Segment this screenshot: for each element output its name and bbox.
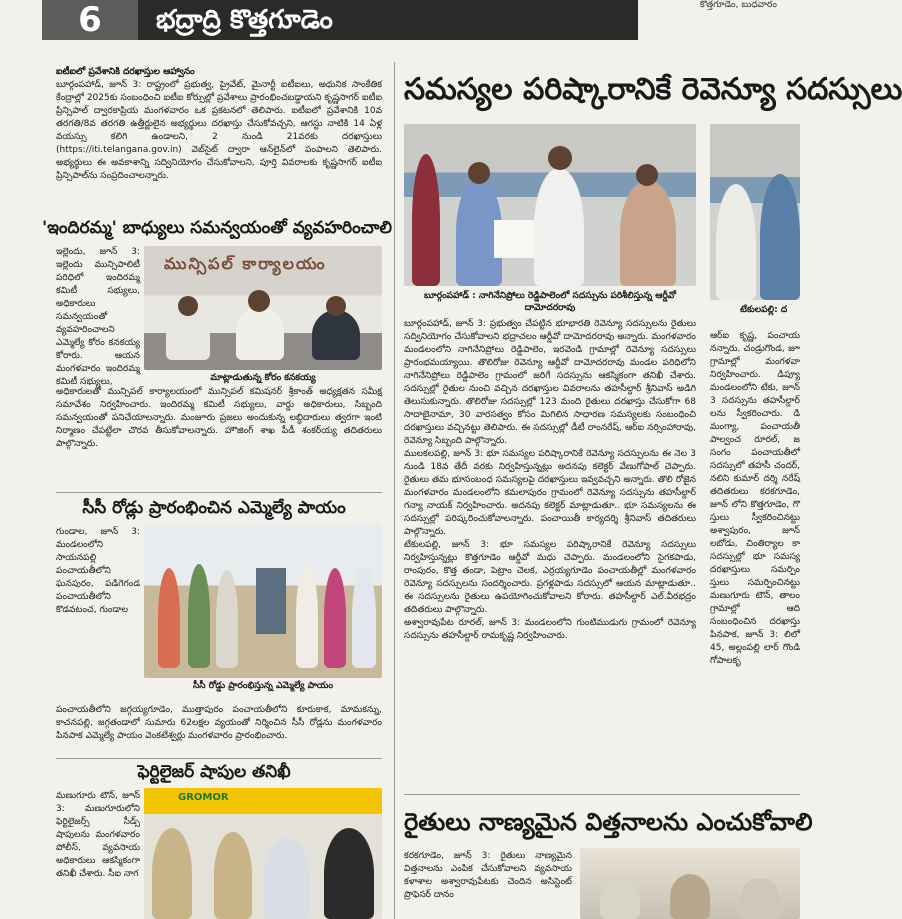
page-number: 6 — [42, 0, 138, 40]
page-title: భద్రాద్రి కొత్తగూడెం — [138, 0, 638, 40]
seeds-headline: రైతులు నాణ్యమైన విత్తనాలను ఎంచుకోవాలి — [404, 808, 813, 836]
cc-roads-intro: గుండాల, జూన్‌ 3: మండలంలోని సాయనపల్లి పంచాయతీలోని ఘనపురం, పడిగెగండ పంచాయతీలోని కొడవటంచ, గుండాల — [56, 527, 140, 615]
iti-heading: ఐటీఐలో ప్రవేశానికి దరఖాస్తుల ఆహ్వానం — [56, 67, 195, 77]
masthead — [0, 0, 800, 40]
revenue-photo-main — [404, 124, 696, 286]
cc-roads-headline: సీసీ రోడ్లు ప్రారంభించిన ఎమ్మెల్యే పాయం — [82, 498, 346, 518]
indiramma-intro: ఇల్లెందు, జూన్‌ 3: ఇల్లెందు మున్సిపాలిటీ పరిధిలో ఇందిరమ్మ కమిటీ సభ్యులు, అధికారులు సమన్వయంతో వ్యవహరించాలని ఎమ్మెల్యే కోరం కనకయ్య కోరారు. ఆయన మంగళవారం ఇందిరమ్మ కమిటీ సభ్యులు, — [56, 247, 140, 387]
iti-body: బూర్గంపహాడ్‌, జూన్‌ 3: రాష్ట్రంలో ప్రభుత్వ, ప్రైవేట్‌, మైనార్టీ ఐటీఐలు, అధునిక సాంకేతిక కేంద్రాల్లో 2025కు సంబంధించి ఐటీఐ కోర్సుల్లో ప్రవేశాలు ప్రారంభించబడ్డాయని కృష్ణసాగర్‌ ఐటీఐ ప్రిన్సిపాల్‌ ద్వారకాప్రియ మంగళవారం ఒక ప్రకటనలో తెలిపారు. ఐటీఐలో ప్రవేశానికి 10వ తరగతి/8వ తరగతి ఉత్తీర్ణులైన అభ్యర్థులు దరఖాస్తు చేసుకోవచ్చని, ఆగస్టు నాటికి 14 ఏళ్ల వయస్సు కలిగి ఉండాలని, 2 నుండి 21వరకు దరఖాస్తులు (https://iti.telangana.gov.in) వెబ్‌సైట్‌ ద్వారా ఆన్‌లైన్‌లో పంపాలని తెలిపారు. అభ్యర్థులు ఈ అవకాశాన్ని సద్వినియోగం చేసుకోవాలని, పూర్తి వివరాలకు కృష్ణసాగర్‌ ఐటీఐ ప్రిన్సిపాల్‌ను సంప్రదించాలన్నారు. — [56, 80, 382, 181]
fertilizer-photo — [144, 788, 382, 919]
revenue-caption-main: బూర్గంపహాడ్‌ : నాగినేనిప్రోలు రెడ్డిపాలెంలో సదస్సును పరిశీలిస్తున్న ఆర్డీవో దామోదరరావు — [424, 291, 676, 313]
seeds-body: కరకగూడెం, జూన్‌ 3: రైతులు నాణ్యమైన విత్తనాలను ఎంపిక చేసుకోవాలని వ్యవసాయ కళాశాల అశ్వారావుపేటకు చెందిన అసిస్టెంట్‌ ప్రొఫెసర్‌ దానం — [404, 851, 572, 900]
shop-sign: GROMOR — [178, 792, 229, 803]
revenue-para-4: అశ్వారావుపేట రూరల్‌, జూన్‌ 3: మండలంలోని గుంటిముడుగు గ్రామంలో రెవెన్యూ సదస్సును తహసీల్దార్‌ రామకృష్ణ నిర్వహించారు. — [404, 618, 696, 641]
revenue-para-1: బూర్గంపహాడ్‌, జూన్‌ 3: ప్రభుత్వం చేపట్టిన భూభారతి రెవెన్యూ సదస్సులను రైతులు సద్వినియోగం చేసుకోవాలని భద్రాచలం ఆర్డీవో దామోదరరావు అన్నారు. మంగళవారం మండలంలోని నాగినేనిప్రోలు రెడ్డిపాలెం, ఇరవెండి గ్రామాల్లో రెవెన్యూ సదస్సులు ప్రారంభమయ్యాయి. తొలిరోజు రెవెన్యూ ఆర్డీవో దామోదరరావు మండల పరిధిలోని నాగినేనిప్రోలు రెడ్డిపాలెం గ్రామంలో జరిగే సదస్సును ఆకస్మికంగా తనిఖీ చేశారు. సదస్సుల్లో రైతుల నుంచి వచ్చిన దరఖాస్తుల వివరాలను తహసీల్దార్‌ శ్రీనివాస్‌ అడిగి తెలుసుకున్నారు. తొలిరోజు సదస్సుల్లో 123 మంది రైతులు దరఖాస్తు చేసుకోగా 68 సాదాబైనామా, 30 వారసత్వం కోసం మిగిలిన సాధారణ సమస్యలకు సంబంధించి దరఖాస్తులు వచ్చినట్టు తెలిపారు. ఈ సదస్సుల్లో డీటీ రాంనరేష్‌, ఆర్‌ఐ నర్సింహారావు, రెవెన్యూ సిబ్బంది పాల్గొన్నారు. — [404, 319, 696, 446]
revenue-photo-side — [710, 124, 800, 300]
cc-roads-photo — [144, 524, 382, 678]
revenue-caption-side: టేకులపల్లి: ద — [740, 305, 788, 315]
page-date: కొత్తగూడెం, బుధవారం — [700, 0, 777, 10]
cc-roads-caption: సీసీ రోడ్డు ప్రారంభిస్తున్న ఎమ్మెల్యే పాయం — [192, 681, 334, 691]
iti-article — [56, 66, 382, 183]
fertilizer-body: మణుగూరు టౌన్‌, జూన్‌ 3: మణుగూరులోని ఫెర్టిలైజర్స్‌ సీడ్స్‌ షాపులను మంగళవారం పోలీస్‌, వ్యవసాయ అధికారులు ఆకస్మికంగా తనిఖీ చేశారు. సీఐ నాగ — [56, 791, 140, 879]
cc-roads-body: పంచాయతీలోని జగ్గయ్యగూడెం, ముత్తాపురం పంచాయతీలోని కూరుకాక, మామకన్ను, కాచనపల్లి, జగ్గతండాలో సుమారు 62లక్షల వ్యయంతో నిర్మించిన సీసీ రోడ్లను మంగళవారం పినపాక ఎమ్మెల్యే పాయం వెంకటేశ్వర్లు మంగళవారం ప్రారంభించారు. — [56, 705, 382, 741]
indiramma-headline: 'ఇందిరమ్మ' బాధ్యులు సమన్వయంతో వ్యవహరించాలి — [42, 218, 392, 238]
office-sign: మున్సిపల్‌ కార్యాలయం — [164, 254, 327, 273]
revenue-para-3: టేకులపల్లి, జూన్‌ 3: భూ సమస్యల పరిష్కారానికే రెవెన్యూ సదస్సులు నిర్వహిస్తున్నట్లు కొత్తగూడెం ఆర్డీవో మధు చెప్పారు. మండలంలోని సైగకపాడు, రాంపురం, కొత్త తండా, పెట్రాం చెలక, ఎర్రయ్యగూడెం పంచాయతీల్లో మంగళవారం రెవెన్యూ సదస్సులను సందర్శించారు. ప్రగళ్లపాడు సదస్సులో ఆయన మాట్లాడుతూ.. ఈ సదస్సులను రైతులు ఉపయోగించుకోవాలని కోరారు. తహసీల్దార్‌ ఎల్‌.వీరభద్రం తదితరులు పాల్గొన్నారు. — [404, 540, 696, 615]
revenue-para-2: ములకలపల్లి, జూన్‌ 3: భూ సమస్యల పరిష్కారానికే రెవెన్యూ సదస్సులను ఈ నెల 3 నుండి 18వ తేదీ వరకు నిర్వహిస్తున్నట్లు అదనపు కలెక్టర్‌ వేణుగోపాల్‌ చెప్పారు. రైతులు తమ భూసంబంధ సమస్యలపై దరఖాస్తులు ఇవ్వవచ్చని అన్నారు. తొలి రోజైన మంగళవారం మండలంలోని కమలాపురం గ్రామంలో రెవెన్యూ సదస్సును తహసీల్దార్‌ గన్యా నాయక్‌ నిర్వహించారు. అదనపు కలెక్టర్‌ మాట్లాడుతూ.. భూ సమస్యలను ఈ సదస్సుల్లో పరిష్కరించుకోవాలన్నారు. పంచాయితీ కార్యదర్శి శ్రీనివాస్‌ తదితరులు పాల్గొన్నారు. — [404, 449, 696, 537]
seeds-photo — [580, 848, 800, 919]
indiramma-photo — [144, 246, 382, 370]
revenue-headline: సమస్యల పరిష్కారానికే రెవెన్యూ సదస్సులు — [404, 72, 902, 107]
revenue-side-text: ఆర్‌ఐ కృష్ణ, పంచాయ నన్నారు. చండ్రుగొండ, జూ గ్రామాల్లో మంగళవా నిర్వహించారు. డిప్యూ మండలంలోని టేకు, జూన్‌ 3 సదస్సును తహసీల్దార్‌ లను స్వీకరించారు. డి మంగ్యా, పంచాయతీ పాల్వంచ రూరల్‌, జ సంగం పంచాయతీలో సదస్సులో తహసీ చందర్‌, నలిని కుమార్‌ దర్శి నరేష్‌ తదితరులు కరకగూడెం, జూన్‌ లోని కొత్తగూడెం, గొ స్తులు స్వీకరించినట్టు అశ్వాపురం, జూన్‌ లబోడు, చింతిర్యాల కా సదస్సుల్లో భూ సమస్య దరఖాస్తులు సమర్పిం స్తులు సమర్పించినట్టు మణుగూరు టౌన్‌, తాలం గ్రామాల్లో ఆది సంబంధించిన దరఖాస్తు పినపాక, జూన్‌ 3: లిలో 45, అల్లంపల్లి లార్‌ గొండి గోపాలకృ — [710, 331, 800, 666]
indiramma-caption: మాట్లాడుతున్న కోరం కనకయ్య — [210, 373, 316, 383]
revenue-text — [404, 318, 696, 790]
indiramma-body: అధికారులతో మున్సిపల్‌ కార్యాలయంలో మున్సిపల్‌ కమిషనర్‌ శ్రీకాంత్‌ అధ్యక్షతన సమీక్ష సమావేశం నిర్వహించారు. ఇందిరమ్మ కమిటీ సభ్యులు, వార్డు అధికారులు, సిబ్బంది సమన్వయంతో పనిచేయాలన్నారు. మంజూరు ప్రజలు అందుకున్న లబ్ధిదారులు త్వరగా ఇంటి నిర్మాణం చేపట్టేలా చొరవ తీసుకోవాలన్నారు. హౌజింగ్‌ శాఖ పీడీ శంకర్‌య్య తదితరులు పాల్గొన్నారు. — [56, 387, 382, 449]
fertilizer-headline: ఫెర్టిలైజర్‌ షాపుల తనిఖీ — [137, 762, 291, 782]
column-divider — [394, 62, 395, 919]
left-column — [42, 62, 392, 919]
